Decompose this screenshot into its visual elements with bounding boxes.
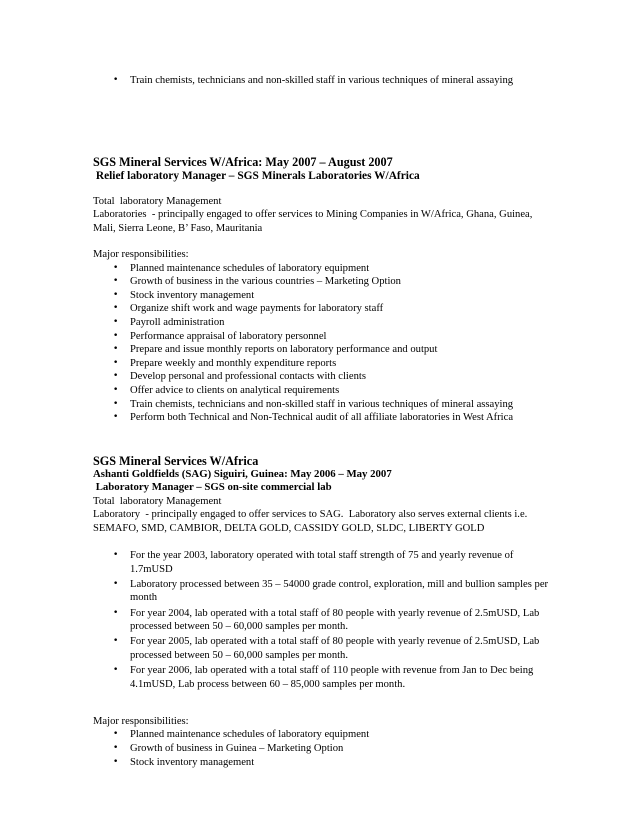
section-relief-manager [93,155,553,425]
list-item: • Stock inventory management [93,756,553,770]
lab-facts-list [93,549,553,691]
section-subheading: Relief laboratory Manager – SGS Minerals Laboratories W/Africa [93,170,420,182]
list-item: • Develop personal and professional contacts with clients [93,370,553,384]
responsibilities-list [93,262,553,425]
section-lab-manager [93,454,553,769]
description-line: Laboratory - principally engaged to offer services to SAG. Laboratory also serves external clients i.e. [93,509,528,521]
description-line: SEMAFO, SMD, CAMBIOR, DELTA GOLD, CASSIDY GOLD, SLDC, LIBERTY GOLD [93,522,485,534]
description-line: Total laboratory Management [93,196,222,207]
list-item: • Planned maintenance schedules of laboratory equipment [93,262,553,276]
list-item: • Prepare and issue monthly reports on laboratory performance and output [93,343,553,357]
list-item: • Organize shift work and wage payments for laboratory staff [93,302,553,316]
section-heading: SGS Mineral Services W/Africa: May 2007 – August 2007 [93,155,393,169]
top-bullet-list [93,74,553,88]
list-item: • Train chemists, technicians and non-skilled staff in various techniques of mineral assaying [93,74,553,88]
section-heading: SGS Mineral Services W/Africa [93,454,259,468]
list-item: • Offer advice to clients on analytical requirements [93,384,553,398]
list-item: • For the year 2003, laboratory operated with total staff strength of 75 and yearly revenue of 1.7mUSD [93,549,553,576]
list-item: • Perform both Technical and Non-Technical audit of all affiliate laboratories in West Africa [93,411,553,425]
description-line: Total laboratory Management [93,495,222,507]
list-item: • For year 2004, lab operated with a total staff of 80 people with yearly revenue of 2.5mUSD, Lab processed between 50 – 60,000 samples per month. [93,607,553,634]
list-item: • Laboratory processed between 35 – 54000 grade control, exploration, mill and bullion samples per month [93,578,553,605]
list-item: • Payroll administration [93,316,553,330]
description-line: Laboratories - principally engaged to offer services to Mining Companies in W/Africa, Ghana, Guinea, [93,209,533,221]
list-item: • Train chemists, technicians and non-skilled staff in various techniques of mineral assaying [93,398,553,412]
list-item: • Prepare weekly and monthly expenditure reports [93,357,553,371]
responsibilities-label: Major responsibilities: [93,715,189,727]
responsibilities-list [93,728,553,769]
section-subheading: Laboratory Manager – SGS on-site commercial lab [93,481,332,494]
list-item: • For year 2006, lab operated with a total staff of 110 people with revenue from Jan to Dec being 4.1mUSD, Lab process between 60 – 85,000 samples per month. [93,664,553,691]
top-list-block [93,74,553,88]
list-item: • Stock inventory management [93,289,553,303]
list-item: • Performance appraisal of laboratory personnel [93,330,553,344]
list-item: • Growth of business in Guinea – Marketing Option [93,742,553,756]
list-item: • Growth of business in the various countries – Marketing Option [93,275,553,289]
list-item: • For year 2005, lab operated with a total staff of 80 people with yearly revenue of 2.5mUSD, Lab processed between 50 – 60,000 samples per month. [93,635,553,662]
list-item: • Planned maintenance schedules of laboratory equipment [93,728,553,742]
responsibilities-label: Major responsibilities: [93,249,189,261]
section-subheading: Ashanti Goldfields (SAG) Siguiri, Guinea: May 2006 – May 2007 [93,468,392,480]
description-line: Mali, Sierra Leone, B’ Faso, Mauritania [93,222,263,234]
